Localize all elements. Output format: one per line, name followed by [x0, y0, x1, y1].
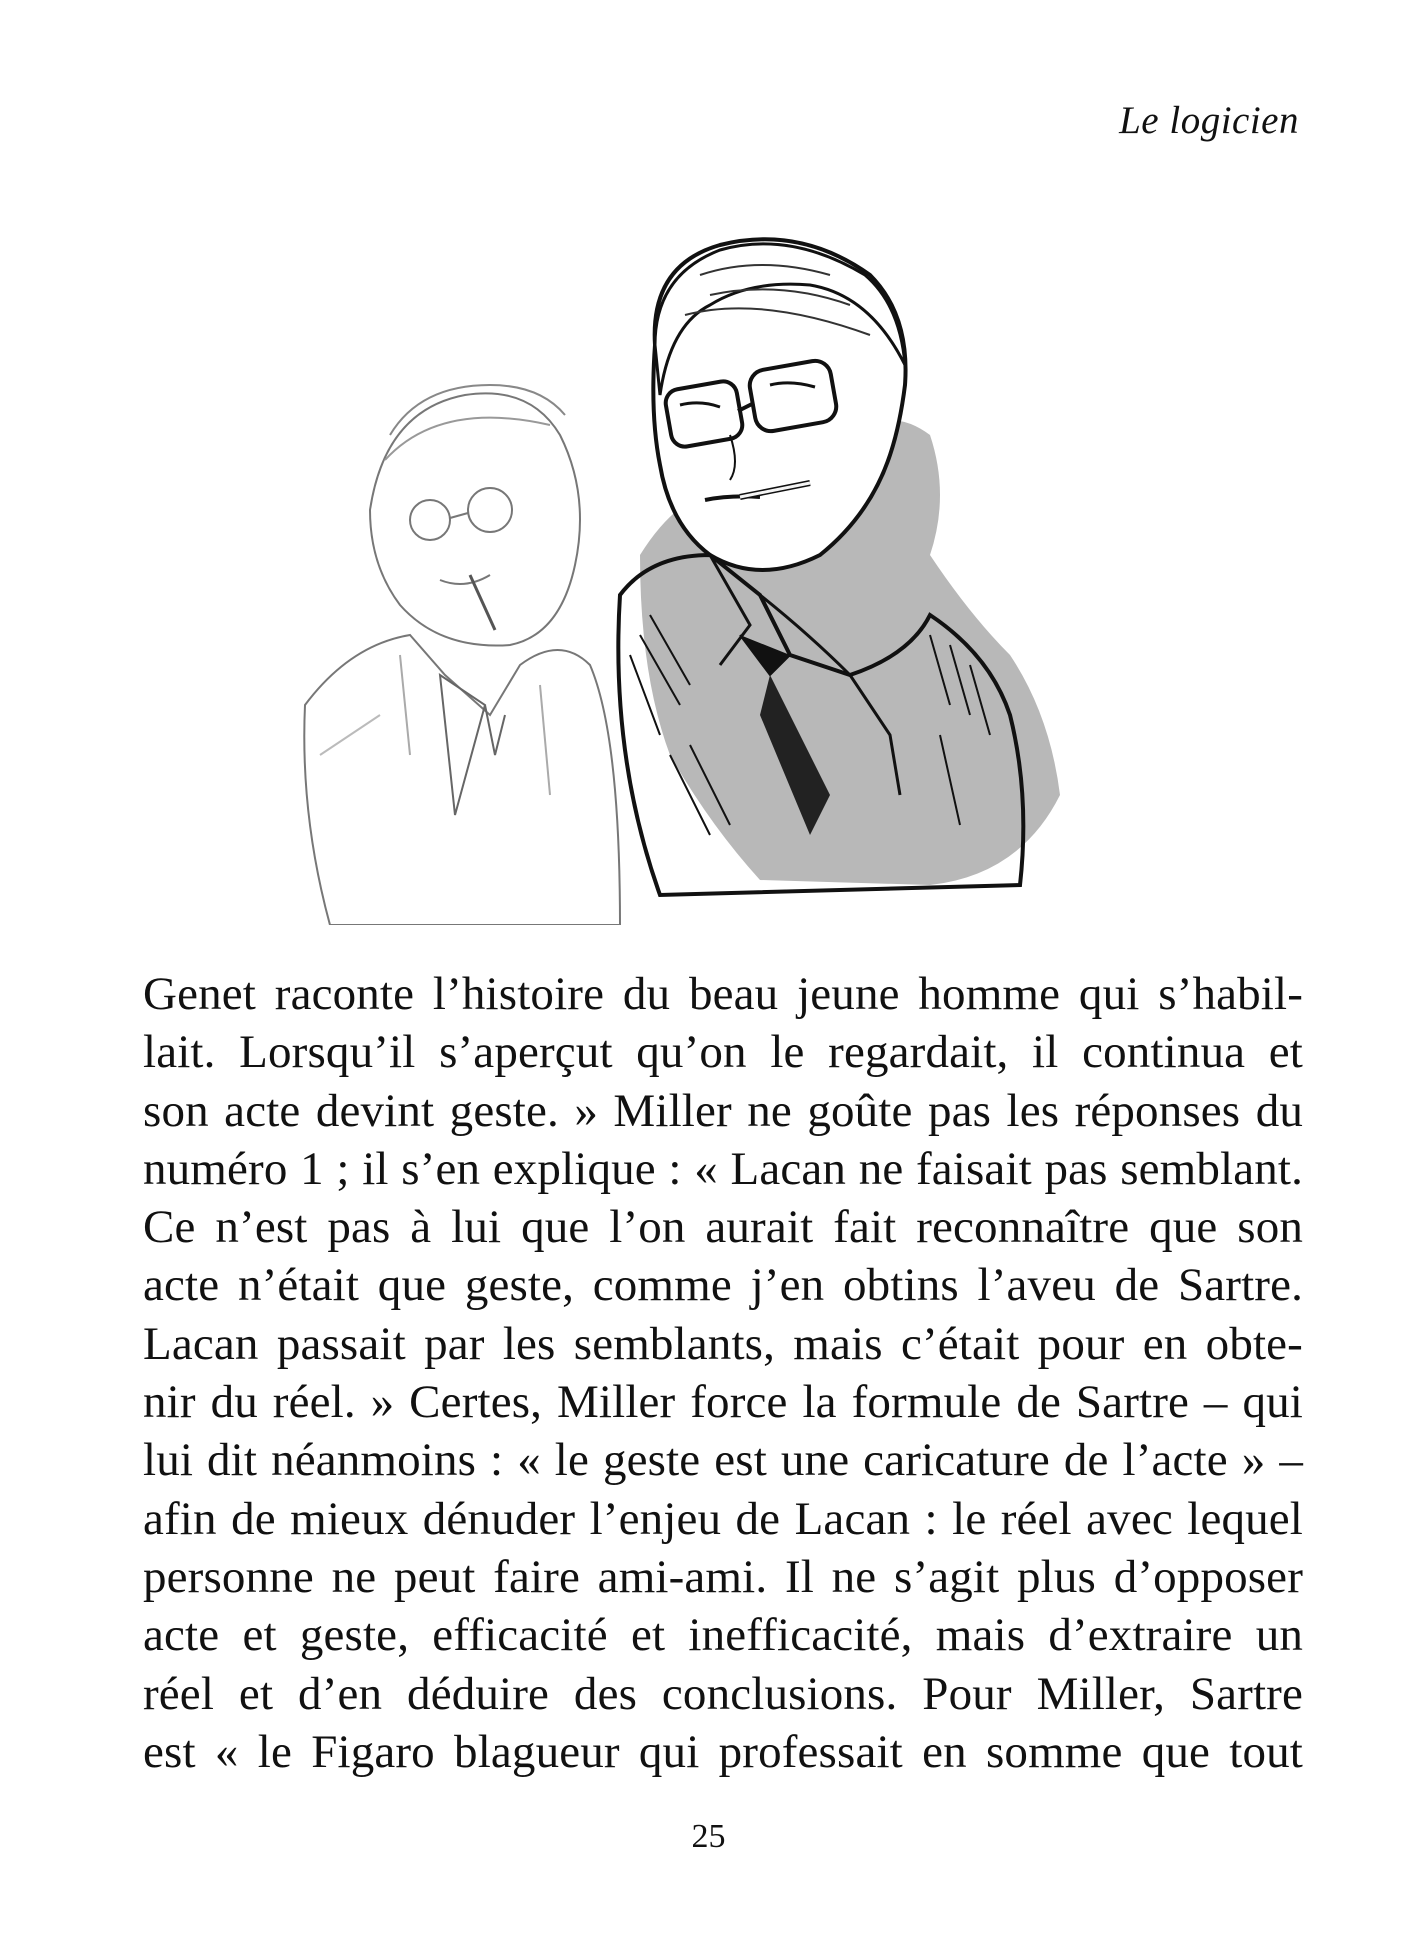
body-paragraph	[143, 965, 1303, 1781]
front-figure-ink	[618, 239, 1060, 895]
portrait-illustration	[290, 235, 1120, 925]
text-line: personne ne peut faire ami-ami. Il ne s’agit plus d’opposer	[143, 1550, 1303, 1603]
text-line: acte et geste, efficacité et inefficacité, mais d’extraire un	[143, 1609, 1303, 1662]
text-line: afin de mieux dénuder l’enjeu de Lacan : le réel avec lequel	[143, 1492, 1303, 1545]
text-line: nir du réel. » Certes, Miller force la formule de Sartre – qui	[143, 1376, 1303, 1429]
text-line: est « le Figaro blagueur qui professait en somme que tout	[143, 1725, 1303, 1778]
text-line: lait. Lorsqu’il s’aperçut qu’on le regardait, il continua et	[143, 1026, 1303, 1079]
text-line: Genet raconte l’histoire du beau jeune homme qui s’habil-	[143, 968, 1303, 1020]
text-line: son acte devint geste. » Miller ne goûte pas les réponses du	[143, 1084, 1303, 1137]
text-line: acte n’était que geste, comme j’en obtins l’aveu de Sartre.	[143, 1259, 1303, 1312]
text-line: lui dit néanmoins : « le geste est une caricature de l’acte » –	[143, 1434, 1303, 1487]
text-line: numéro 1 ; il s’en explique : « Lacan ne faisait pas semblant.	[143, 1142, 1303, 1195]
page-number: 25	[691, 1818, 726, 1855]
text-line: réel et d’en déduire des conclusions. Pour Miller, Sartre	[143, 1667, 1303, 1720]
text-line: Ce n’est pas à lui que l’on aurait fait reconnaître que son	[143, 1201, 1303, 1254]
running-title: Le logicien	[1119, 99, 1299, 142]
back-figure-sketch	[304, 385, 620, 925]
text-line: Lacan passait par les semblants, mais c’était pour en obte-	[143, 1317, 1303, 1370]
